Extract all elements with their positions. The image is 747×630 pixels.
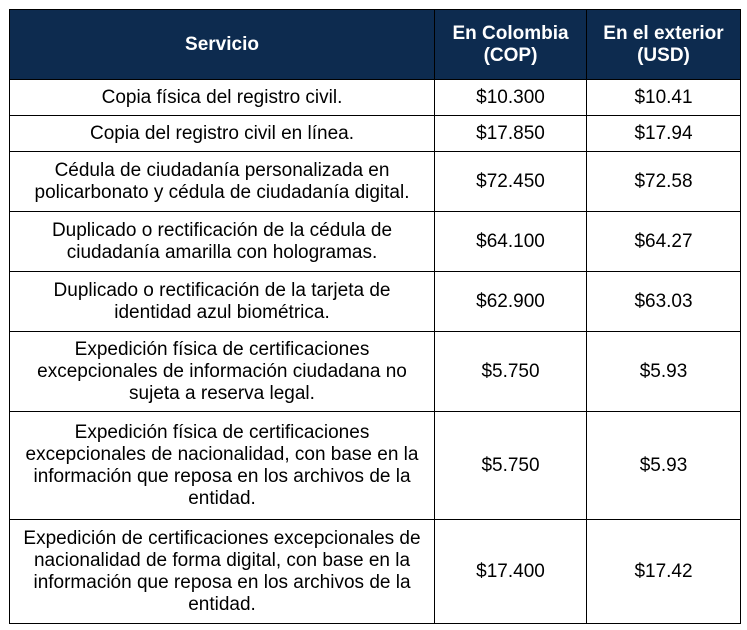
table-row	[10, 412, 741, 520]
price-usd-cell: $72.58	[587, 152, 741, 212]
service-cell: Expedición física de certificaciones excepcionales de nacionalidad, con base en la información que reposa en los archivos de la entidad.	[10, 412, 435, 520]
service-cell: Expedición física de certificaciones excepcionales de información ciudadana no sujeta a reserva legal.	[10, 332, 435, 412]
table-row	[10, 520, 741, 624]
header-colombia-cop: En Colombia (COP)	[435, 10, 587, 80]
service-cell: Copia física del registro civil.	[10, 80, 435, 116]
table-row	[10, 332, 741, 412]
price-cop-cell: $5.750	[435, 332, 587, 412]
header-exterior-usd: En el exterior (USD)	[587, 10, 741, 80]
header-service: Servicio	[10, 10, 435, 80]
price-cop-cell: $72.450	[435, 152, 587, 212]
price-usd-cell: $63.03	[587, 272, 741, 332]
price-usd-cell: $10.41	[587, 80, 741, 116]
table-row	[10, 152, 741, 212]
table-row	[10, 116, 741, 152]
service-cell: Cédula de ciudadanía personalizada en policarbonato y cédula de ciudadanía digital.	[10, 152, 435, 212]
price-cop-cell: $5.750	[435, 412, 587, 520]
price-cop-cell: $64.100	[435, 212, 587, 272]
price-cop-cell: $17.850	[435, 116, 587, 152]
service-cell: Expedición de certificaciones excepcionales de nacionalidad de forma digital, con base en la información que reposa en los archivos de la entidad.	[10, 520, 435, 624]
price-cop-cell: $10.300	[435, 80, 587, 116]
price-cop-cell: $62.900	[435, 272, 587, 332]
price-usd-cell: $64.27	[587, 212, 741, 272]
service-cell: Copia del registro civil en línea.	[10, 116, 435, 152]
price-cop-cell: $17.400	[435, 520, 587, 624]
table-row	[10, 212, 741, 272]
price-usd-cell: $5.93	[587, 412, 741, 520]
table-row	[10, 272, 741, 332]
price-usd-cell: $5.93	[587, 332, 741, 412]
service-cell: Duplicado o rectificación de la tarjeta de identidad azul biométrica.	[10, 272, 435, 332]
service-cell: Duplicado o rectificación de la cédula de ciudadanía amarilla con hologramas.	[10, 212, 435, 272]
table-row	[10, 80, 741, 116]
price-usd-cell: $17.42	[587, 520, 741, 624]
table-body	[10, 80, 741, 624]
header-row	[10, 10, 741, 80]
price-usd-cell: $17.94	[587, 116, 741, 152]
service-price-table	[9, 9, 741, 624]
table-header	[10, 10, 741, 80]
